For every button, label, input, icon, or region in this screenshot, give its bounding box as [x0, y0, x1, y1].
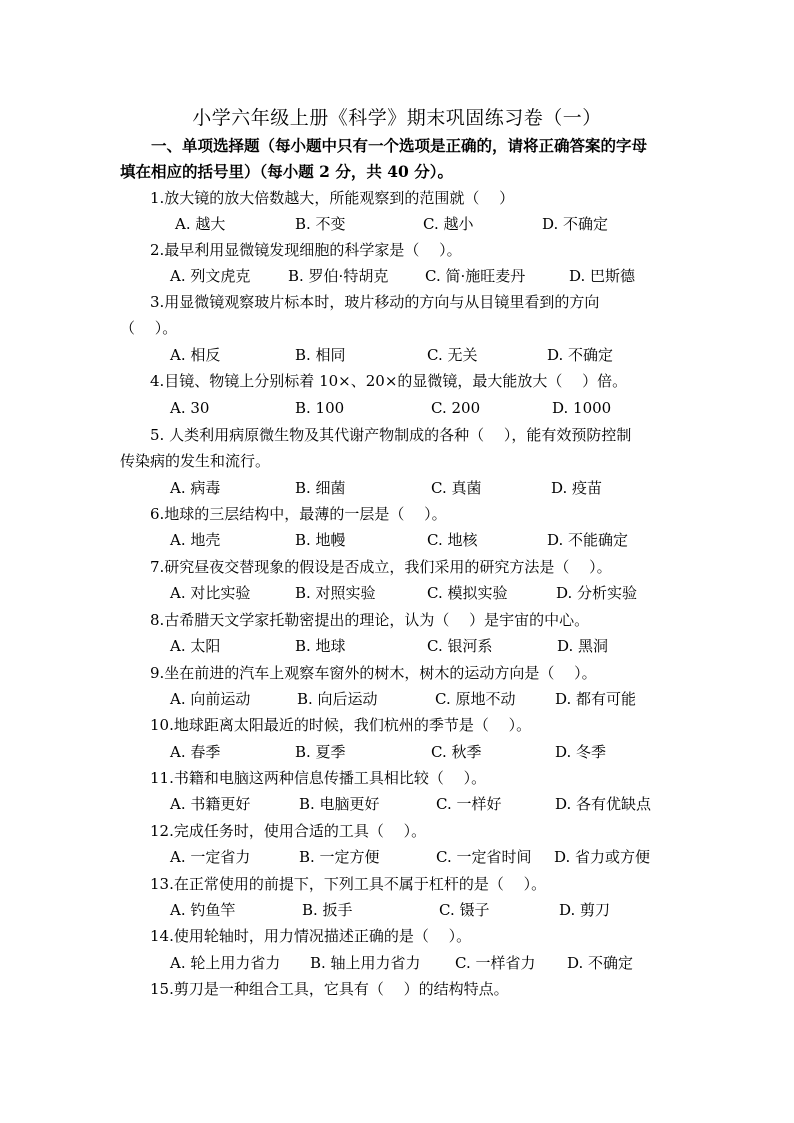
question-2: 2.最早利用显微镜发现细胞的科学家是（ ）。: [150, 241, 462, 259]
option-b: B. 地球: [295, 637, 346, 655]
option-a: A. 书籍更好: [170, 795, 251, 813]
option-c: C. 真菌: [431, 479, 482, 497]
option-c: C. 原地不动: [435, 690, 516, 708]
option-d: D. 不确定: [542, 215, 609, 233]
option-b: B. 电脑更好: [299, 795, 380, 813]
option-a: A. 钓鱼竿: [170, 901, 236, 919]
question-6: 6.地球的三层结构中，最薄的一层是（ ）。: [150, 505, 447, 523]
option-b: B. 相同: [295, 346, 346, 364]
option-a: A. 春季: [170, 743, 221, 761]
option-a: A. 一定省力: [170, 848, 251, 866]
option-d: D. 冬季: [555, 743, 607, 761]
question-7: 7.研究昼夜交替现象的假设是否成立，我们采用的研究方法是（ ）。: [150, 558, 612, 576]
question-8: 8.古希腊天文学家托勒密提出的理论，认为（ ）是宇宙的中心。: [150, 611, 590, 629]
question-3: 3.用显微镜观察玻片标本时，玻片移动的方向与从目镜里看到的方向: [150, 293, 600, 311]
question-4: 4.目镜、物镜上分别标着 10×、20×的显微镜，最大能放大（ ）倍。: [150, 372, 628, 390]
option-b: B. 地幔: [295, 531, 346, 549]
option-a: A. 越大: [175, 215, 226, 233]
question-8-options: [165, 633, 705, 659]
option-c: C. 无关: [427, 346, 478, 364]
option-a: A. 相反: [170, 346, 221, 364]
option-a: A. 病毒: [170, 479, 221, 497]
option-d: D. 黑洞: [557, 637, 609, 655]
question-5-options: [165, 475, 705, 501]
question-1-options: [165, 211, 705, 237]
option-b: B. 向后运动: [297, 690, 378, 708]
question-11-options: [165, 791, 705, 817]
question-13-options: [165, 897, 705, 923]
option-c: C. 模拟实验: [427, 584, 508, 602]
option-a: A. 太阳: [170, 637, 221, 655]
option-b: B. 扳手: [302, 901, 353, 919]
question-13: 13.在正常使用的前提下，下列工具不属于杠杆的是（ ）。: [150, 875, 547, 893]
option-a: A. 30: [170, 399, 210, 417]
question-7-options: [165, 580, 705, 606]
question-11: 11.书籍和电脑这两种信息传播工具相比较（ ）。: [150, 769, 487, 787]
question-5: 5. 人类利用病原微生物及其代谢产物制成的各种（ ），能有效预防控制: [150, 426, 632, 444]
question-10-options: [165, 739, 705, 765]
option-d: D. 疫苗: [551, 479, 603, 497]
option-a: A. 轮上用力省力: [170, 954, 281, 972]
option-b: B. 夏季: [295, 743, 346, 761]
option-b: B. 罗伯·特胡克: [288, 267, 389, 285]
option-d: D. 各有优缺点: [555, 795, 652, 813]
option-c: C. 越小: [423, 215, 474, 233]
question-10: 10.地球距离太阳最近的时候，我们杭州的季节是（ ）。: [150, 716, 532, 734]
question-1: 1.放大镜的放大倍数越大，所能观察到的范围就（ ）: [150, 189, 515, 207]
question-14: 14.使用轮轴时，用力情况描述正确的是（ ）。: [150, 927, 472, 945]
option-c: C. 200: [431, 399, 481, 417]
option-c: C. 一样省力: [455, 954, 536, 972]
option-b: B. 轴上用力省力: [310, 954, 421, 972]
option-d: D. 1000: [552, 399, 612, 417]
option-b: B. 一定方便: [299, 848, 380, 866]
option-c: C. 镊子: [439, 901, 490, 919]
section-heading: [120, 133, 700, 185]
question-6-options: [165, 527, 705, 553]
option-d: D. 剪刀: [559, 901, 611, 919]
option-c: C. 地核: [427, 531, 478, 549]
exam-title: 小学六年级上册《科学》期末巩固练习卷（一）: [192, 107, 602, 129]
option-d: D. 巴斯德: [569, 267, 636, 285]
question-12: 12.完成任务时，使用合适的工具（ ）。: [150, 822, 427, 840]
option-b: B. 100: [295, 399, 345, 417]
option-a: A. 地壳: [170, 531, 221, 549]
option-a: A. 对比实验: [170, 584, 251, 602]
question-5-continuation: 传染病的发生和流行。: [120, 452, 271, 470]
option-c: C. 银河系: [427, 637, 493, 655]
option-d: D. 都有可能: [555, 690, 637, 708]
option-a: A. 向前运动: [170, 690, 251, 708]
question-3-options: [165, 342, 705, 368]
question-9-options: [165, 686, 705, 712]
option-c: C. 秋季: [431, 743, 482, 761]
option-b: B. 细菌: [295, 479, 346, 497]
question-2-options: [165, 263, 705, 289]
question-3-continuation: （ ）。: [120, 319, 178, 337]
option-d: D. 不能确定: [547, 531, 629, 549]
option-b: B. 对照实验: [295, 584, 376, 602]
option-c: C. 一定省时间: [436, 848, 532, 866]
option-a: A. 列文虎克: [170, 267, 251, 285]
question-14-options: [165, 950, 705, 976]
question-12-options: [165, 844, 705, 870]
question-4-options: [165, 395, 705, 421]
option-d: D. 不确定: [547, 346, 614, 364]
question-15: 15.剪刀是一种组合工具，它具有（ ）的结构特点。: [150, 980, 509, 998]
section-heading-line2: 填在相应的括号里）（每小题 2 分，共 40 分）。: [120, 162, 453, 181]
section-heading-line1: 一、单项选择题（每小题中只有一个选项是正确的，请将正确答案的字母: [151, 136, 648, 155]
option-d: D. 不确定: [567, 954, 634, 972]
option-d: D. 省力或方便: [554, 848, 651, 866]
option-c: C. 简·施旺麦丹: [425, 267, 526, 285]
option-d: D. 分析实验: [556, 584, 638, 602]
option-c: C. 一样好: [436, 795, 502, 813]
option-b: B. 不变: [295, 215, 346, 233]
question-9: 9.坐在前进的汽车上观察车窗外的树木，树木的运动方向是（ ）。: [150, 664, 597, 682]
